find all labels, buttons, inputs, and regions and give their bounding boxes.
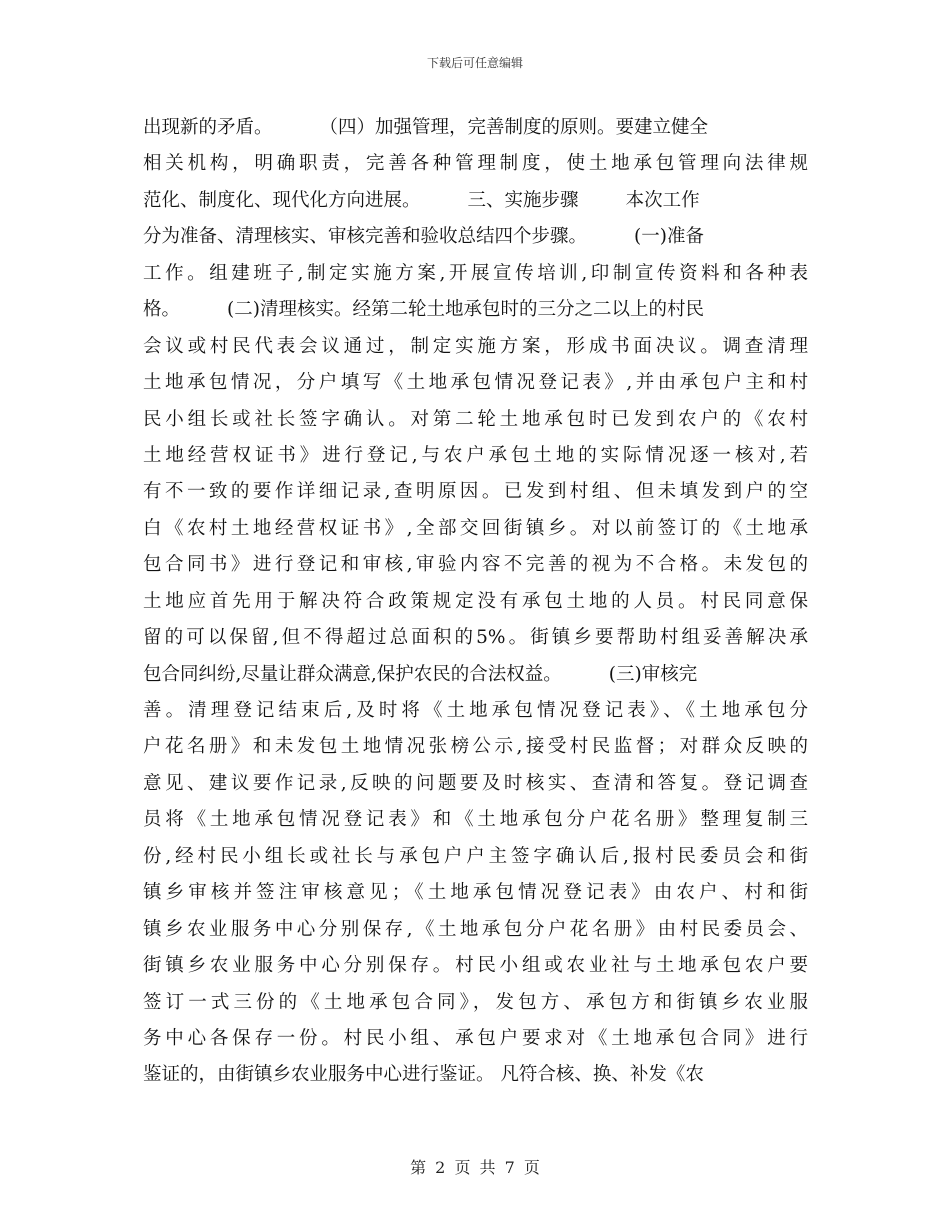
body-line: 会议或村民代表会议通过，制定实施方案，形成书面决议。调查清理 bbox=[143, 335, 808, 357]
body-line: 包合同书》进行登记和审核,审验内容不完善的视为不合格。未发包的 bbox=[143, 554, 808, 576]
body-line: 包合同纠纷,尽量让群众满意,保护农民的合法权益。 (三)审核完 bbox=[143, 663, 698, 685]
body-line: 务中心各保存一份。村民小组、承包户要求对《土地承包合同》进行 bbox=[143, 1027, 808, 1049]
body-line: 员将《土地承包情况登记表》和《土地承包分户花名册》整理复制三 bbox=[143, 809, 808, 831]
body-line: 相关机构，明确职责，完善各种管理制度，使土地承包管理向法律规 bbox=[143, 153, 808, 175]
body-line: 鉴证的，由街镇乡农业服务中心进行鉴证。 凡符合核、换、补发《农 bbox=[143, 1064, 704, 1086]
body-line: 有不一致的要作详细记录,查明原因。已发到村组、但未填发到户的空 bbox=[143, 481, 808, 503]
body-line: 土地经营权证书》进行登记,与农户承包土地的实际情况逐一核对,若 bbox=[143, 444, 808, 466]
body-line: 镇乡审核并签注审核意见；《土地承包情况登记表》由农户、村和街 bbox=[143, 882, 808, 904]
body-line: 民小组长或社长签字确认。对第二轮土地承包时已发到农户的《农村 bbox=[143, 408, 808, 430]
page-number: 第 2 页 共 7 页 bbox=[410, 1158, 540, 1177]
body-line: 份,经村民小组长或社长与承包户户主签字确认后,报村民委员会和街 bbox=[143, 845, 808, 867]
body-line: 土地应首先用于解决符合政策规定没有承包土地的人员。村民同意保 bbox=[143, 590, 808, 612]
body-line: 格。 (二)清理核实。经第二轮土地承包时的三分之二以上的村民 bbox=[143, 299, 704, 321]
page-header-note: 下载后可任意编辑 bbox=[426, 56, 523, 70]
body-line: 范化、制度化、现代化方向进展。 三、实施步骤 本次工作 bbox=[143, 189, 700, 211]
body-line: 白《农村土地经营权证书》,全部交回街镇乡。对以前签订的《土地承 bbox=[143, 517, 808, 539]
body-line: 出现新的矛盾。 （四）加强管理，完善制度的原则。要建立健全 bbox=[143, 117, 709, 138]
body-line: 分为准备、清理核实、审核完善和验收总结四个步骤。 (一)准备 bbox=[143, 226, 704, 248]
body-line: 户花名册》和未发包土地情况张榜公示,接受村民监督；对群众反映的 bbox=[143, 736, 808, 758]
body-line: 工作。组建班子,制定实施方案,开展宣传培训,印制宣传资料和各种表 bbox=[143, 262, 808, 284]
body-line: 善。清理登记结束后,及时将《土地承包情况登记表》、《土地承包分 bbox=[143, 700, 808, 721]
body-line: 镇乡农业服务中心分别保存,《土地承包分户花名册》由村民委员会、 bbox=[143, 918, 808, 940]
body-line: 意见、建议要作记录,反映的问题要及时核实、查清和答复。登记调查 bbox=[143, 772, 808, 794]
document-body bbox=[143, 110, 808, 1094]
body-line: 土地承包情况，分户填写《土地承包情况登记表》,并由承包户主和村 bbox=[143, 372, 808, 394]
body-line: 签订一式三份的《土地承包合同》，发包方、承包方和街镇乡农业服 bbox=[143, 991, 808, 1013]
body-line: 街镇乡农业服务中心分别保存。村民小组或农业社与土地承包农户要 bbox=[143, 955, 808, 977]
body-line: 留的可以保留,但不得超过总面积的5%。街镇乡要帮助村组妥善解决承 bbox=[143, 627, 808, 649]
